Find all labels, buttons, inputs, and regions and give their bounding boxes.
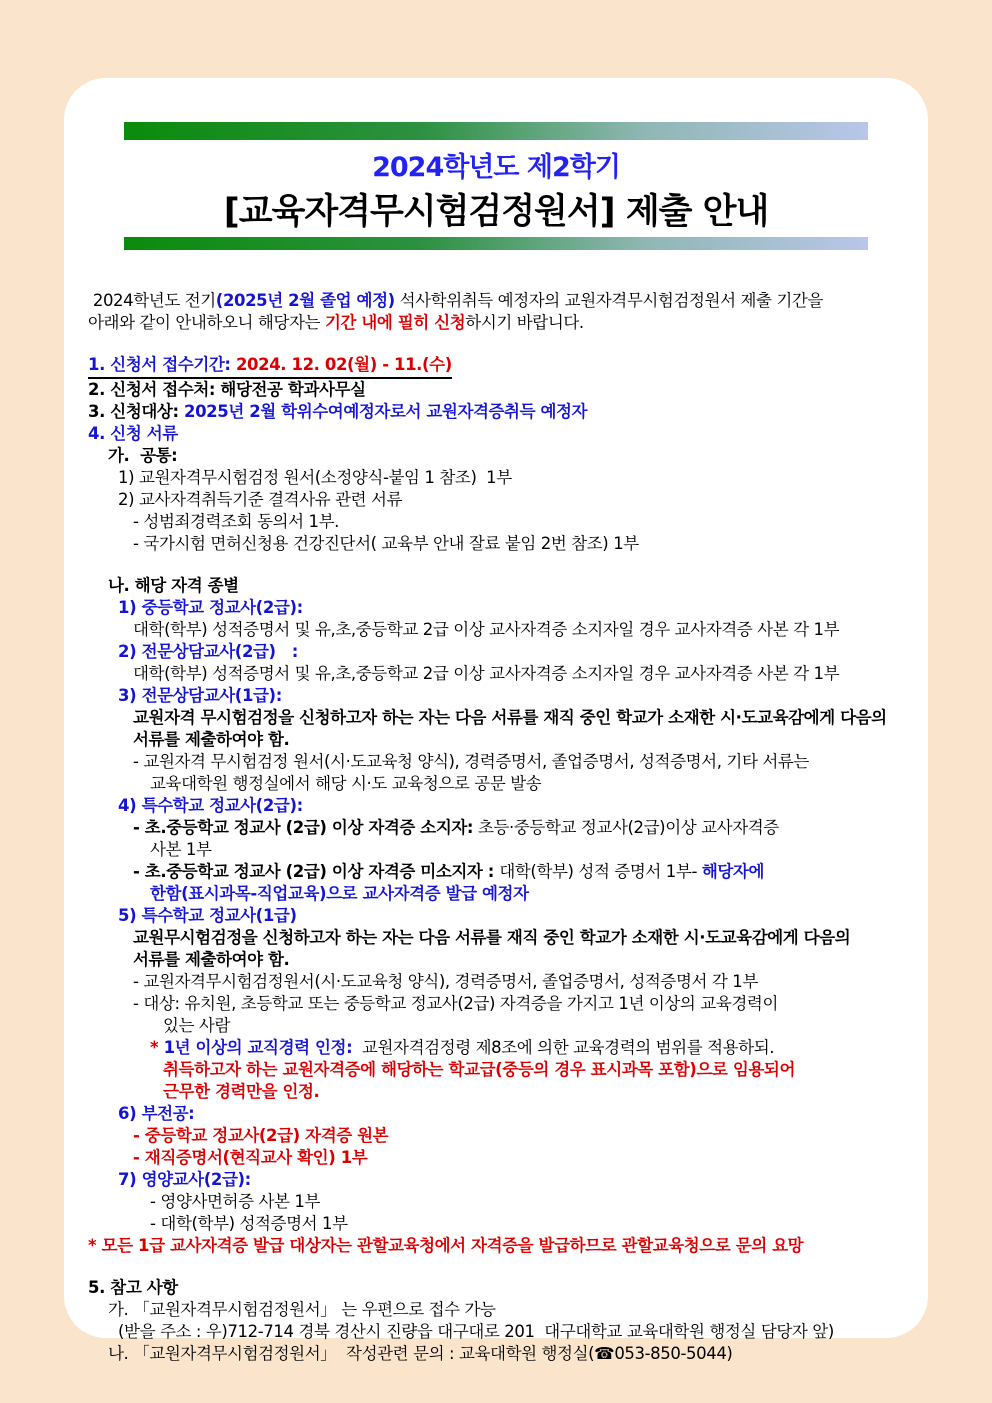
text-line [88,511,904,533]
text-segment: - 국가시험 면허신청용 건강진단서( 교육부 안내 잘료 붙임 2번 참조) 1부 [133,534,639,553]
common-heading-line [88,445,904,467]
contact-line [88,1343,904,1365]
text-line [88,905,904,927]
text-segment: 서류를 제출하여야 함. [133,950,290,969]
text-segment: (받을 주소 : 우)712-714 경북 경산시 진량읍 대구대로 201 대구대학교 교육대학원 행정실 담당자 앞) [118,1322,834,1341]
text-segment: * [150,1038,164,1057]
text-line [88,949,904,971]
text-line [88,751,904,773]
text-segment: 아래와 같이 안내하오니 해당자는 [88,313,325,332]
text-segment: - 영양사면허증 사본 1부 [150,1192,321,1211]
text-segment: 해당자에 [701,862,764,881]
text-segment: 1) 교원자격무시험검정 원서(소정양식-붙임 1 참조) 1부 [118,468,512,487]
text-line [88,1213,904,1235]
text-line [88,883,904,905]
text-segment: 2025년 2월 학위수여예정자로서 교원자격증취득 예정자 [184,402,588,421]
text-segment: - 초.중등학교 정교사 (2급) 이상 자격증 소지자: [133,818,474,837]
text-line [88,641,904,663]
header-subtitle: 2024학년도 제2학기 [372,152,620,183]
page-title: [교육자격무시험검정원서] 제출 안내 [223,192,769,232]
grade1-cert-note-line [88,1235,904,1257]
text-line [88,1059,904,1081]
text-segment: - 재직증명서(현직교사 확인) 1부 [133,1148,368,1167]
text-line [88,1103,904,1125]
text-segment: 대학(학부) 성적증명서 및 유,초,중등학교 2급 이상 교사자격증 소지자일 경우 교사자격증 사본 각 1부 [133,664,840,683]
text-line [88,663,904,685]
text-segment: 기간 내에 필히 신청 [324,313,466,332]
text-segment: 교원자격 무시험검정을 신청하고자 하는 자는 다음 서류를 재직 중인 학교가 소재한 시·도교육감에게 다음의 [133,708,887,727]
phone-icon: ☎ [594,1344,615,1363]
text-segment: - 대학(학부) 성적증명서 1부 [150,1214,348,1233]
text-segment: 2024. 12. 02(월) - 11.(수) [235,355,452,374]
text-line [88,993,904,1015]
text-segment: 근무한 경력만을 인정. [163,1082,320,1101]
text-line [88,839,904,861]
text-segment: - 대상: 유치원, 초등학교 또는 중등학교 정교사(2급) 자격증을 가지고 1년 이상의 교육경력이 [133,994,778,1013]
text-segment: 대학(학부) 성적 증명서 1부- [499,862,702,881]
text-segment: 7) 영양교사(2급): [118,1170,251,1189]
text-segment: 2. 신청서 접수처: 해당전공 학과사무실 [88,380,366,399]
text-segment: - 교원자격 무시험검정 원서(시·도교육청 양식), 경력증명서, 졸업증명서, 성적증명서, 기타 서류는 [133,752,809,771]
text-segment: (2025년 2월 졸업 예정) [215,291,395,310]
text-segment: 초등·중등학교 정교사(2급)이상 교사자격증 [473,818,779,837]
text-segment: 1) 중등학교 정교사(2급): [118,598,303,617]
text-line [88,1125,904,1147]
text-segment: 2024학년도 전기 [88,291,216,310]
text-line [88,795,904,817]
receipt-office-line [88,379,904,401]
notice-panel [64,78,928,1363]
receipt-period-line [88,354,904,379]
text-segment: 1. 신청서 접수기간: [88,355,236,374]
text-segment: 3) 전문상담교사(1급): [118,686,282,705]
text-segment: 4) 특수학교 정교사(2급): [118,796,303,815]
text-segment: 교원무시험검정을 신청하고자 하는 자는 다음 서류를 재직 중인 학교가 소재한 시·도교육감에게 다음의 [133,928,851,947]
mail-in-line [88,1299,904,1321]
text-segment: 석사학위취득 예정자의 교원자격무시험검정원서 제출 기간을 [394,291,823,310]
text-segment: 1년 이상의 교직경력 인정: [163,1038,353,1057]
text-line [88,1081,904,1103]
text-segment: 053-850-5044) [614,1344,733,1363]
text-segment: - 중등학교 정교사(2급) 자격증 원본 [133,1126,389,1145]
text-segment: 나. 「교원자격무시험검정원서」 작성관련 문의 : 교육대학원 행정실( [108,1344,595,1363]
mail-address-line [88,1321,904,1343]
text-line [88,1169,904,1191]
text-line [88,1015,904,1037]
header-bar-bottom [124,237,868,250]
text-segment: * 모든 1급 교사자격증 발급 대상자는 관할교육청에서 자격증을 발급하므로 관할교육청으로 문의 요망 [88,1236,804,1255]
text-segment: 4. 신청 서류 [88,424,178,443]
text-segment: 있는 사람 [163,1016,231,1035]
text-line [88,619,904,641]
text-segment: 5. 참고 사항 [88,1278,178,1297]
text-line [88,927,904,949]
text-segment: 하시기 바랍니다. [465,313,584,332]
text-line [88,597,904,619]
notes-title-line [88,1277,904,1299]
text-line [88,861,904,883]
text-line [88,1191,904,1213]
text-line [88,729,904,751]
text-segment: 사본 1부 [150,840,212,859]
header-bar-top [124,122,868,140]
text-segment: 3. 신청대상: [88,402,184,421]
text-line [88,489,904,511]
text-line [88,533,904,555]
text-segment: 2) 전문상담교사(2급) : [118,642,298,661]
intro-line-1 [88,290,904,312]
text-segment: 교원자격검정령 제8조에 의한 교육경력의 범위를 적용하되. [352,1038,775,1057]
text-line [88,685,904,707]
text-segment: 한함(표시과목-직업교육)으로 교사자격증 발급 예정자 [150,884,529,903]
text-segment: 가. 공통: [108,446,178,465]
intro-line-2 [88,312,904,334]
text-segment: 5) 특수학교 정교사(1급) [118,906,297,925]
text-segment: - 교원자격무시험검정원서(시·도교육청 양식), 경력증명서, 졸업증명서, 성적증명서 각 1부 [133,972,758,991]
text-line [88,971,904,993]
text-line [88,467,904,489]
document-body [88,290,904,1365]
bytype-heading-line [88,575,904,597]
text-segment: 대학(학부) 성적증명서 및 유,초,중등학교 2급 이상 교사자격증 소지자일 경우 교사자격증 사본 각 1부 [133,620,840,639]
career-note-line [88,1037,904,1059]
target-line [88,401,904,423]
text-line [88,773,904,795]
docs-title-line [88,423,904,445]
text-line [88,707,904,729]
text-segment: 2) 교사자격취득기준 결격사유 관련 서류 [118,490,403,509]
text-segment: - 성범죄경력조회 동의서 1부. [133,512,339,531]
text-segment: 가. 「교원자격무시험검정원서」 는 우편으로 접수 가능 [108,1300,496,1319]
text-segment: 나. 해당 자격 종별 [108,576,239,595]
text-segment: 취득하고자 하는 교원자격증에 해당하는 학교급(중등의 경우 표시과목 포함)으로 임용되어 [163,1060,795,1079]
text-segment: 6) 부전공: [118,1104,195,1123]
underlined-text [88,354,452,379]
text-segment: - 초.중등학교 정교사 (2급) 이상 자격증 미소지자 : [133,862,500,881]
text-line [88,817,904,839]
text-line [88,1147,904,1169]
text-segment: 교육대학원 행정실에서 해당 시·도 교육청으로 공문 발송 [150,774,542,793]
text-segment: 서류를 제출하여야 함. [133,730,290,749]
